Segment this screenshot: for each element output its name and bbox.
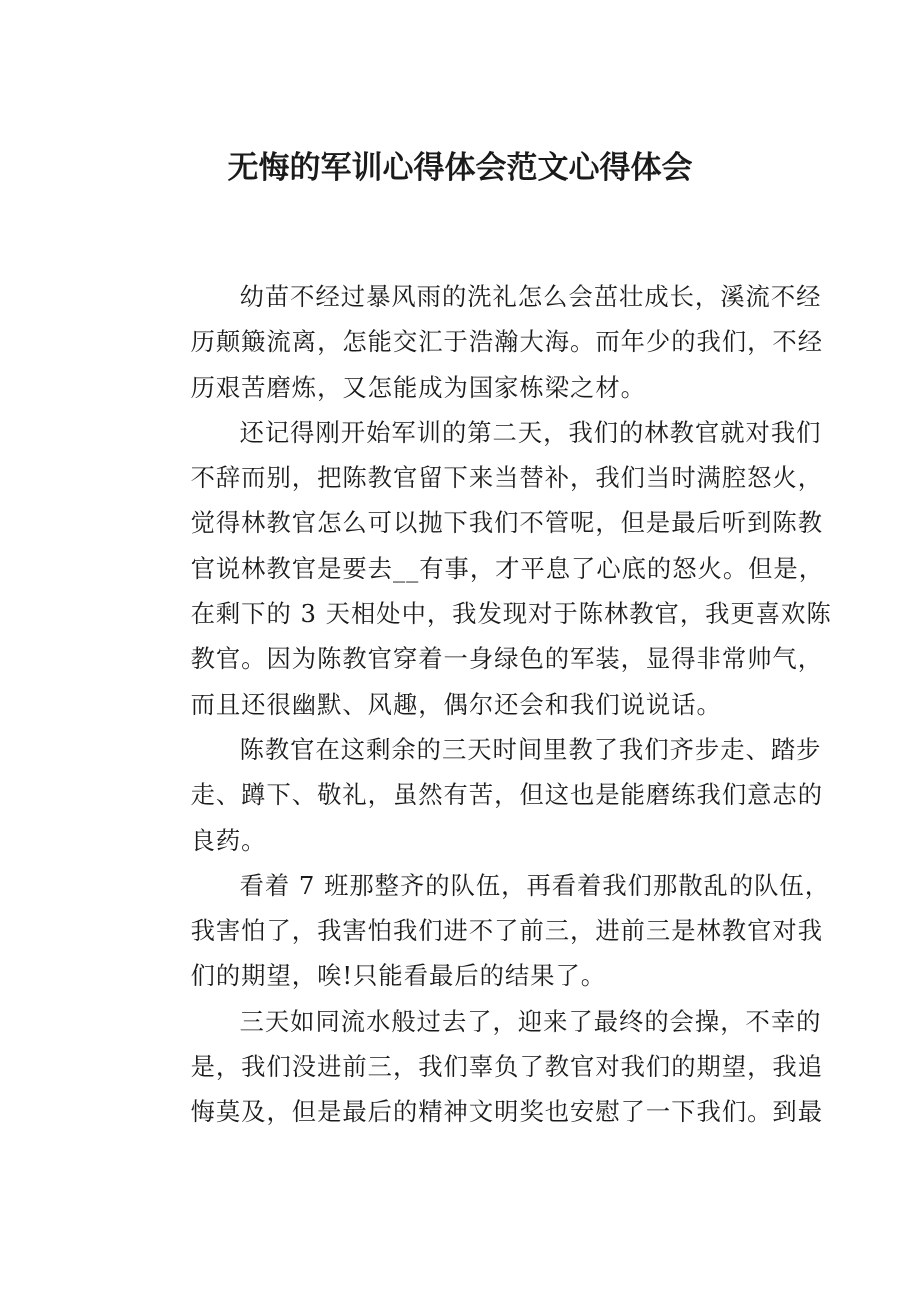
text-line: 悔莫及，但是最后的精神文明奖也安慰了一下我们。到最	[190, 1097, 824, 1127]
text-line: 幼苗不经过暴风雨的洗礼怎么会茁壮成长，溪流不经	[239, 282, 822, 311]
page-title: 无悔的军训心得体会范文心得体会	[227, 150, 693, 186]
text-line: 历颠簸流离，怎能交汇于浩瀚大海。而年少的我们，不经	[190, 327, 824, 357]
text-line: 官说林教官是要去__有事，才平息了心底的怒火。但是，	[190, 553, 825, 583]
document-body	[142, 274, 832, 1135]
text-line: 陈教官在这剩余的三天时间里教了我们齐步走、踏步	[239, 734, 822, 764]
text-line: 而且还很幽默、风趣，偶尔还会和我们说说话。	[190, 689, 722, 719]
text-line: 走、蹲下、敬礼，虽然有苦，但这也是能磨练我们意志的	[190, 780, 824, 810]
text-line: 我害怕了，我害怕我们进不了前三，进前三是林教官对我	[190, 916, 824, 946]
text-line: 三天如同流水般过去了，迎来了最终的会操，不幸的	[239, 1006, 822, 1036]
text-line: 是，我们没进前三，我们辜负了教官对我们的期望，我追	[190, 1052, 824, 1082]
text-line: 看着 7 班那整齐的队伍，再看着我们那散乱的队伍，	[239, 870, 831, 900]
paragraph-5	[142, 999, 824, 1135]
paragraph-2	[142, 410, 832, 727]
text-line: 历艰苦磨炼，又怎能成为国家栋梁之材。	[190, 372, 646, 402]
text-line: 们的期望，唉!只能看最后的结果了。	[190, 961, 607, 991]
text-line: 教官。因为陈教官穿着一身绿色的军装，显得非常帅气，	[190, 644, 824, 674]
text-line: 觉得林教官怎么可以抛下我们不管呢，但是最后听到陈教	[190, 508, 824, 538]
paragraph-1	[142, 274, 824, 410]
paragraph-4	[142, 863, 831, 999]
text-line: 在剩下的 3 天相处中，我发现对于陈林教官，我更喜欢陈	[190, 599, 832, 629]
text-line: 不辞而别，把陈教官留下来当替补，我们当时满腔怒火，	[190, 463, 824, 493]
paragraph-3	[142, 727, 824, 863]
text-line: 还记得刚开始军训的第二天，我们的林教官就对我们	[239, 417, 822, 447]
text-line: 良药。	[190, 825, 267, 855]
